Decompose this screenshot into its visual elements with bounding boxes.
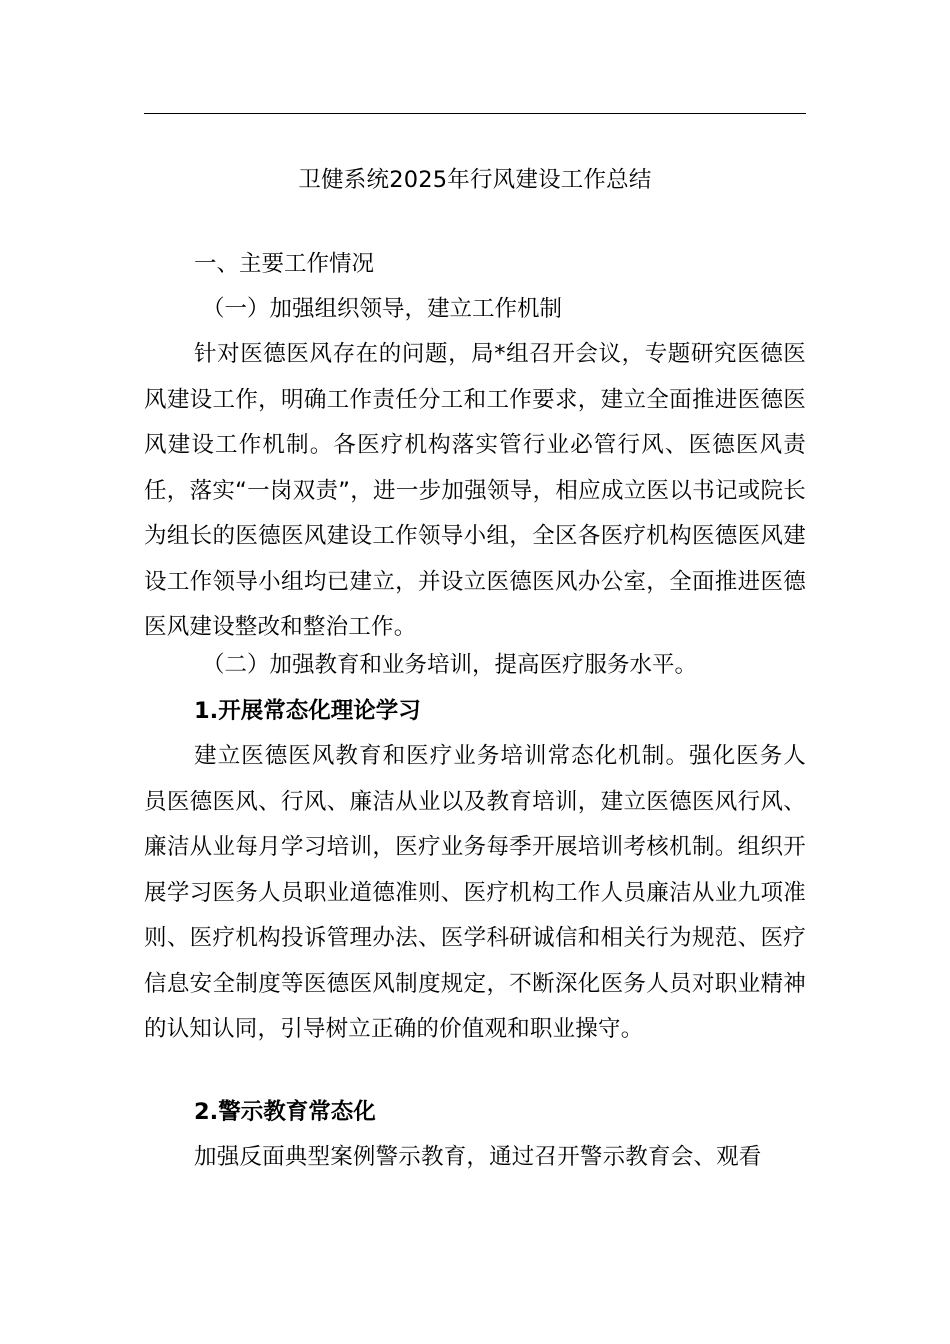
paragraph-organization: 针对医德医风存在的问题，局*组召开会议，专题研究医德医风建设工作，明确工作责任分工和工作要求，建立全面推进医德医风建设工作机制。各医疗机构落实管行业必管行风、医德医风责任，落实“一岗双责”，进一步加强领导，相应成立医以书记或院长为组长的医德医风建设工作领导小组，全区各医疗机构医德医风建设工作领导小组均已建立，并设立医德医风办公室，全面推进医德医风建设整改和整治工作。 xyxy=(144,341,806,640)
item-heading-warning-education: 2.警示教育常态化 xyxy=(194,1099,376,1125)
subsection-heading-organization: （一）加强组织领导，建立工作机制 xyxy=(202,296,563,322)
paragraph-theory-study: 建立医德医风教育和医疗业务培训常态化机制。强化医务人员医德医风、行风、廉洁从业以及教育培训，建立医德医风行风、廉洁从业每月学习培训，医疗业务每季开展培训考核机制。组织开展学习医务人员职业道德准则、医疗机构工作人员廉洁从业九项准则、医疗机构投诉管理办法、医学科研诚信和相关行为规范、医疗信息安全制度等医德医风制度规定，不断深化医务人员对职业精神的认知认同，引导树立正确的价值观和职业操守。 xyxy=(144,743,806,1042)
item-heading-theory-study: 1.开展常态化理论学习 xyxy=(194,698,421,724)
subsection-heading-training: （二）加强教育和业务培训，提高医疗服务水平。 xyxy=(202,652,698,678)
document-title: 卫健系统2025年行风建设工作总结 xyxy=(298,167,652,193)
header-rule xyxy=(144,113,806,114)
section-heading-main-work: 一、主要工作情况 xyxy=(194,251,375,277)
paragraph-warning-education: 加强反面典型案例警示教育，通过召开警示教育会、观看 xyxy=(194,1144,762,1170)
